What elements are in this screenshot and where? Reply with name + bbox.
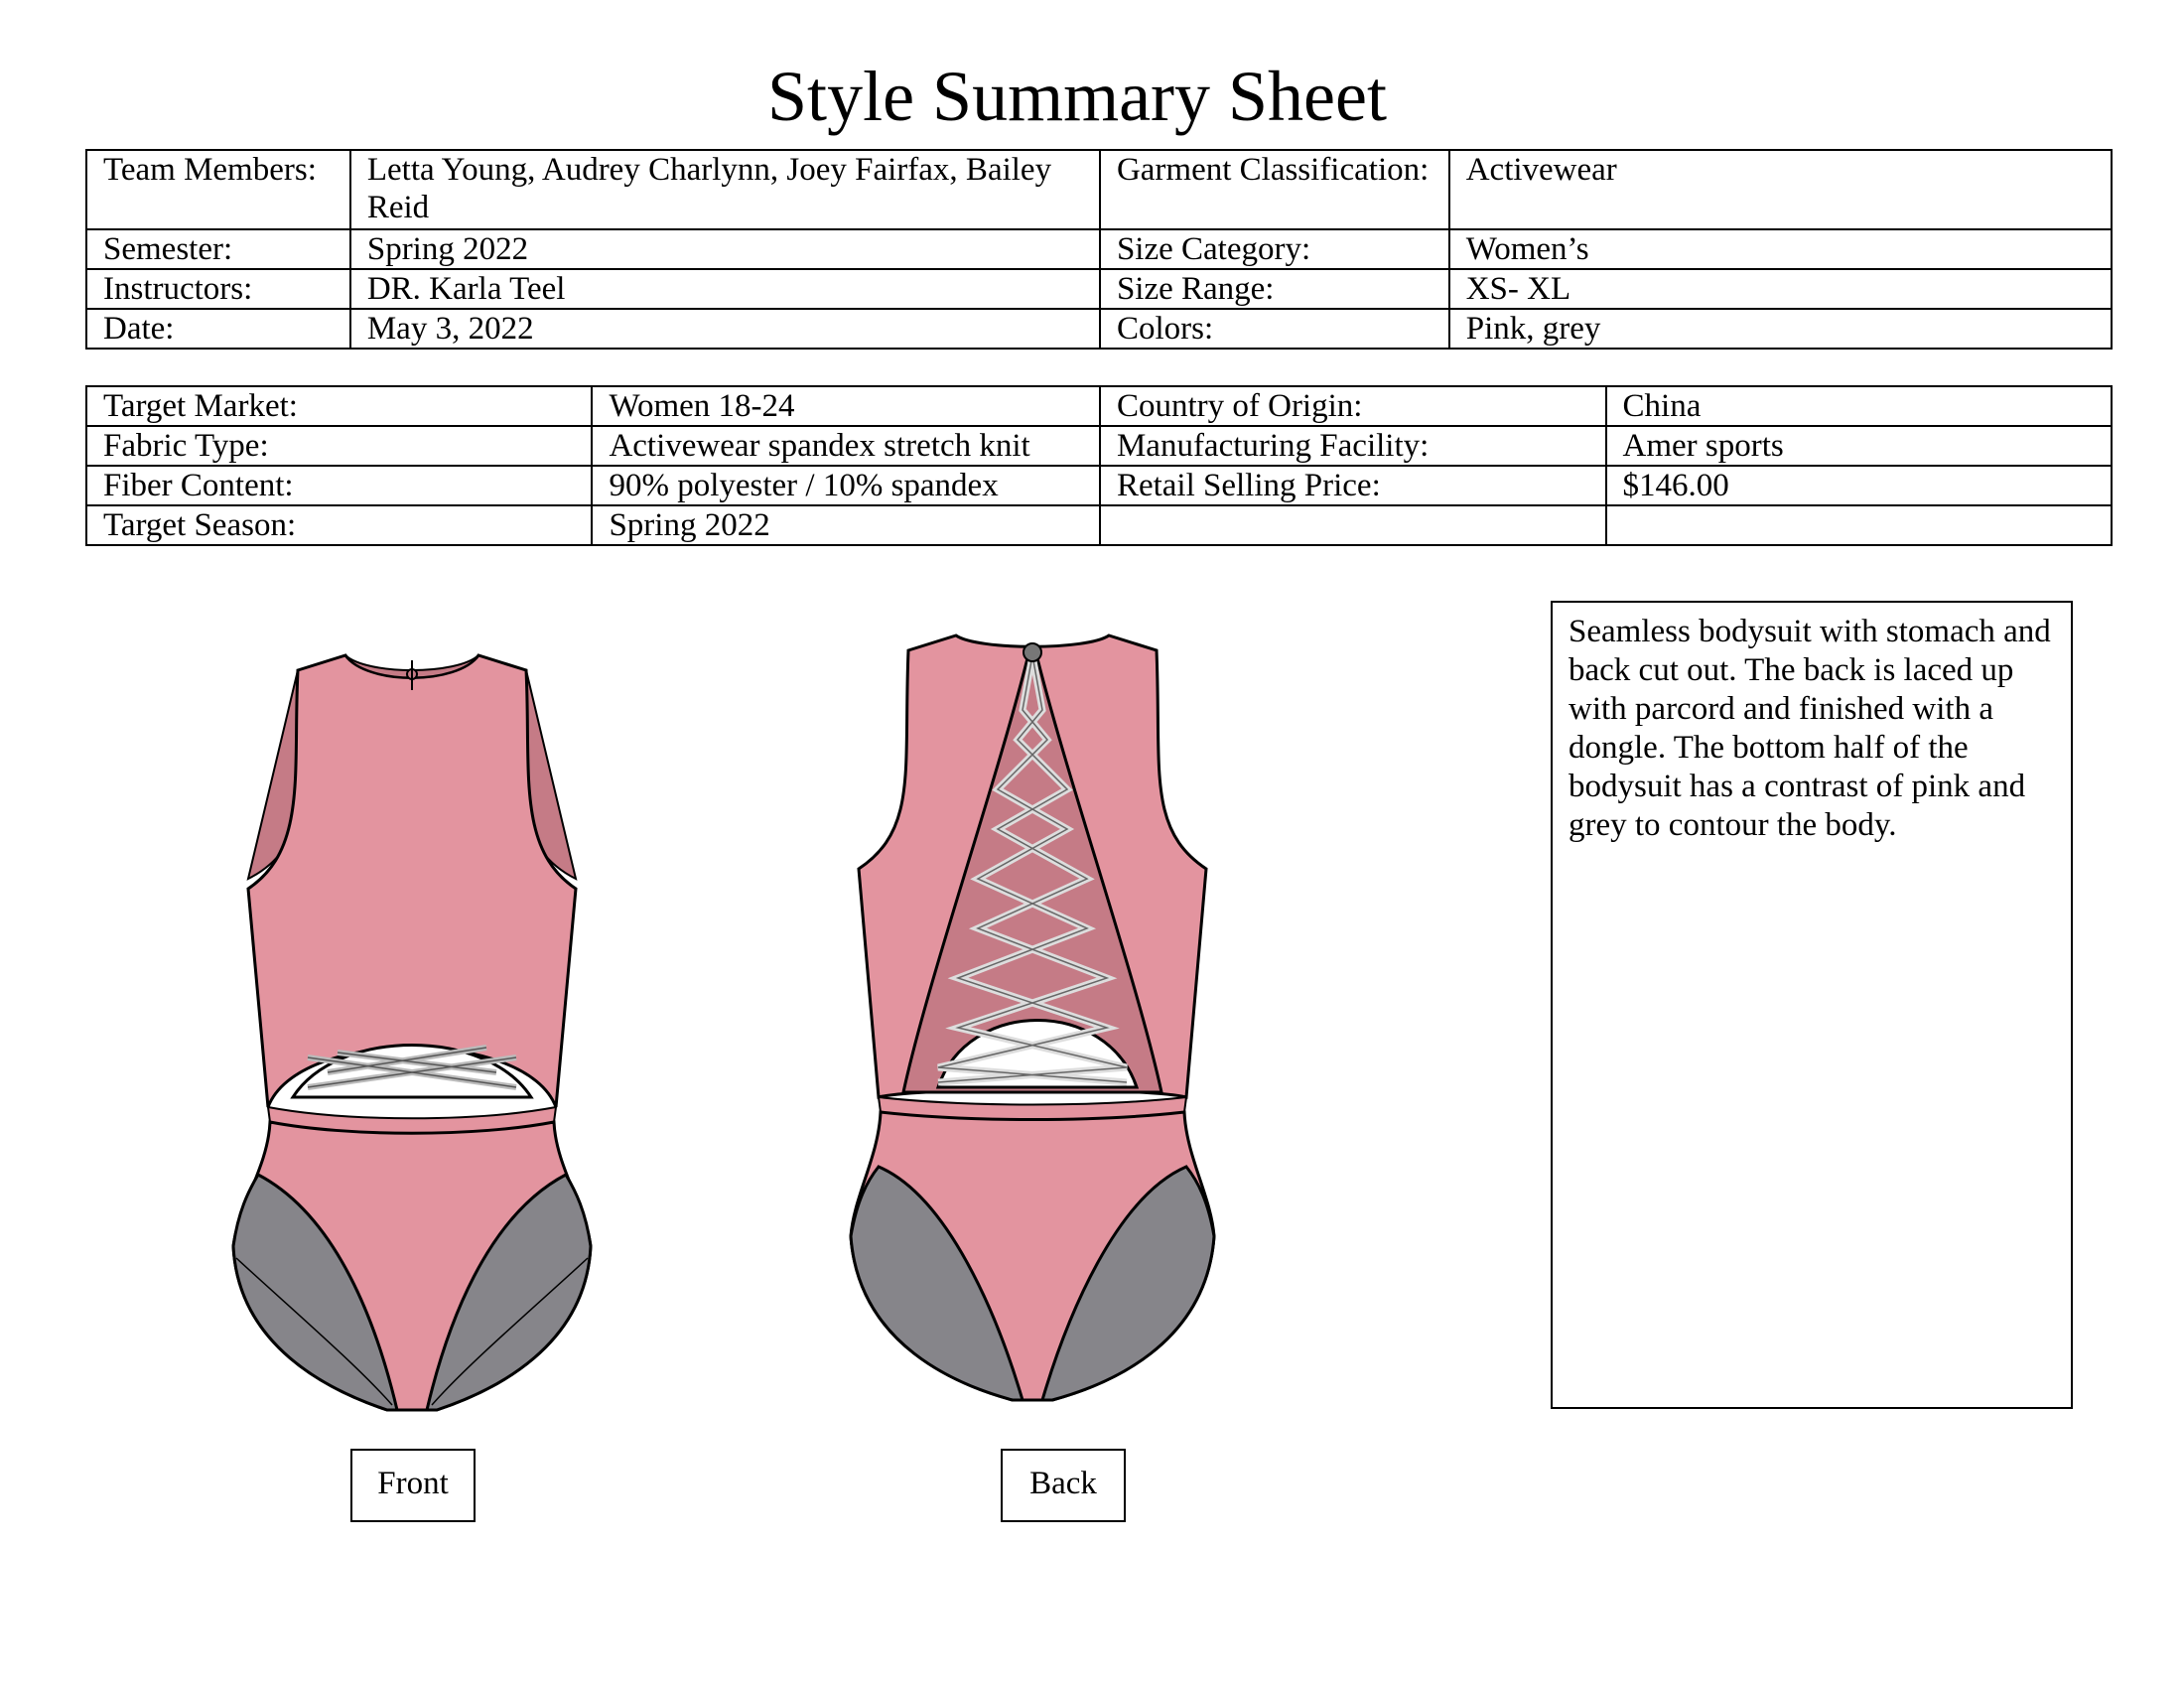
empty-cell [1606, 505, 2112, 545]
target-market-label: Target Market: [86, 386, 592, 426]
back-view-label: Back [1001, 1449, 1126, 1522]
size-category-label: Size Category: [1100, 229, 1449, 269]
table-row [86, 505, 2112, 545]
front-view-illustration [228, 650, 596, 1420]
country-of-origin-label: Country of Origin: [1100, 386, 1606, 426]
date-value: May 3, 2022 [350, 309, 1100, 349]
size-range-value: XS- XL [1449, 269, 2112, 309]
table-row [86, 150, 2112, 229]
target-season-label: Target Season: [86, 505, 592, 545]
semester-label: Semester: [86, 229, 350, 269]
colors-value: Pink, grey [1449, 309, 2112, 349]
target-season-value: Spring 2022 [592, 505, 1100, 545]
instructors-value: DR. Karla Teel [350, 269, 1100, 309]
fiber-content-value: 90% polyester / 10% spandex [592, 466, 1100, 505]
date-label: Date: [86, 309, 350, 349]
back-view-illustration [849, 631, 1216, 1405]
colors-label: Colors: [1100, 309, 1449, 349]
garment-classification-value: Activewear [1449, 150, 2112, 229]
table-row [86, 426, 2112, 466]
team-info-table [85, 149, 2113, 350]
front-view-label: Front [350, 1449, 476, 1522]
retail-price-label: Retail Selling Price: [1100, 466, 1606, 505]
fiber-content-label: Fiber Content: [86, 466, 592, 505]
page-title: Style Summary Sheet [767, 57, 1387, 136]
fabric-type-label: Fabric Type: [86, 426, 592, 466]
semester-value: Spring 2022 [350, 229, 1100, 269]
empty-cell [1100, 505, 1606, 545]
target-market-value: Women 18-24 [592, 386, 1100, 426]
table-row [86, 386, 2112, 426]
retail-price-value: $146.00 [1606, 466, 2112, 505]
garment-classification-label: Garment Classification: [1100, 150, 1449, 229]
product-info-table [85, 385, 2113, 546]
team-members-value: Letta Young, Audrey Charlynn, Joey Fairfax, Bailey Reid [350, 150, 1100, 229]
style-description: Seamless bodysuit with stomach and back cut out. The back is laced up with parcord and finished with a dongle. The bottom half of the bodysuit has a contrast of pink and grey to contour the body. [1551, 601, 2073, 1409]
table-row [86, 269, 2112, 309]
table-row [86, 309, 2112, 349]
table-row [86, 229, 2112, 269]
size-range-label: Size Range: [1100, 269, 1449, 309]
front-upper-body [248, 655, 576, 1107]
country-of-origin-value: China [1606, 386, 2112, 426]
table-row [86, 466, 2112, 505]
manufacturing-facility-label: Manufacturing Facility: [1100, 426, 1606, 466]
size-category-value: Women’s [1449, 229, 2112, 269]
manufacturing-facility-value: Amer sports [1606, 426, 2112, 466]
team-members-label: Team Members: [86, 150, 350, 229]
fabric-type-value: Activewear spandex stretch knit [592, 426, 1100, 466]
back-dongle [1024, 643, 1041, 661]
instructors-label: Instructors: [86, 269, 350, 309]
